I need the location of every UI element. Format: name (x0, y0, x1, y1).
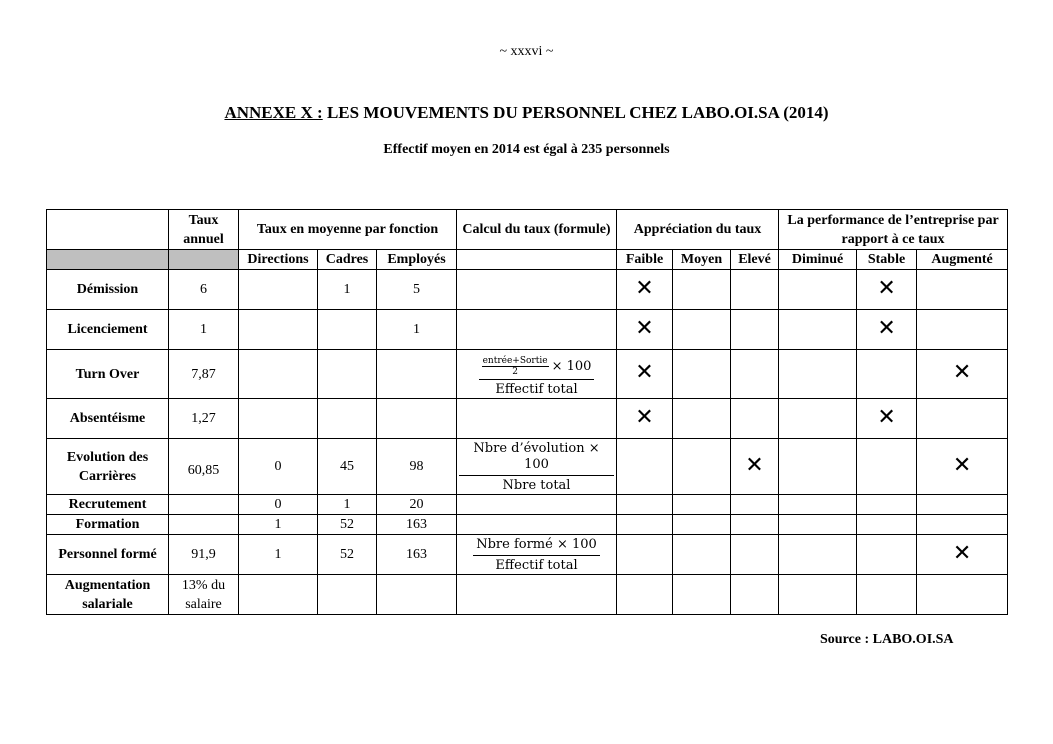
cell-taux-annuel (169, 515, 239, 535)
header-empty (47, 210, 169, 250)
cell-moyen (673, 575, 731, 615)
table-body (47, 270, 1008, 615)
cell-augmente (917, 439, 1008, 495)
cell-cadres (318, 575, 377, 615)
cell-stable (857, 495, 917, 515)
cell-eleve (731, 270, 779, 310)
cross-mark-icon: ✕ (635, 360, 654, 385)
formula-subfraction (482, 356, 549, 377)
cell-directions: 0 (239, 439, 318, 495)
cell-directions: 1 (239, 515, 318, 535)
cell-employes (377, 575, 457, 615)
cell-directions: 0 (239, 495, 318, 515)
cross-mark-icon: ✕ (745, 452, 764, 478)
cell-moyen (673, 270, 731, 310)
cell-diminue (779, 495, 857, 515)
cell-formula (457, 399, 617, 439)
cell-directions (239, 350, 318, 399)
cell-stable (857, 575, 917, 615)
cell-stable (857, 270, 917, 310)
cell-faible (617, 350, 673, 399)
cell-eleve (731, 575, 779, 615)
cell-directions (239, 399, 318, 439)
cell-faible (617, 535, 673, 575)
cell-diminue (779, 575, 857, 615)
formula-numerator (479, 356, 595, 380)
cell-employes: 5 (377, 270, 457, 310)
cell-augmente (917, 535, 1008, 575)
header-diminue: Diminué (779, 250, 857, 270)
row-label: Augmentation salariale (47, 575, 169, 615)
cell-taux-annuel: 6 (169, 270, 239, 310)
cell-directions (239, 270, 318, 310)
cell-eleve (731, 515, 779, 535)
cell-cadres (318, 310, 377, 350)
cell-directions: 1 (239, 535, 318, 575)
formula-numerator: Nbre d’évolution × 100 (459, 441, 614, 476)
formula-denominator: Effectif total (495, 558, 578, 573)
cell-formula (457, 439, 617, 495)
header-row-1 (47, 210, 1008, 250)
source-note: Source : LABO.OI.SA (820, 632, 954, 647)
personnel-movements-table (46, 209, 1008, 615)
cell-formula (457, 495, 617, 515)
header-eleve: Elevé (731, 250, 779, 270)
header-performance: La performance de l’entreprise par rapport à ce taux (779, 210, 1008, 250)
cell-augmente (917, 515, 1008, 535)
cell-cadres: 52 (318, 535, 377, 575)
cell-augmente (917, 270, 1008, 310)
cell-taux-annuel: 7,87 (169, 350, 239, 399)
cell-augmente (917, 350, 1008, 399)
header-stable: Stable (857, 250, 917, 270)
cell-cadres: 1 (318, 495, 377, 515)
cell-formula (457, 270, 617, 310)
header-shaded-cell (47, 250, 169, 270)
header-taux-annuel: Taux annuel (169, 210, 239, 250)
cell-faible (617, 515, 673, 535)
cell-employes: 163 (377, 515, 457, 535)
cell-formula (457, 515, 617, 535)
row-label: Personnel formé (47, 535, 169, 575)
page-number: ~ xxxvi ~ (499, 44, 554, 59)
header-empty-calcul (457, 250, 617, 270)
cross-mark-icon: ✕ (635, 315, 654, 341)
cell-eleve (731, 535, 779, 575)
table-row (47, 575, 1008, 615)
cell-faible (617, 270, 673, 310)
table-row (47, 535, 1008, 575)
row-label: Formation (47, 515, 169, 535)
cross-mark-icon: ✕ (952, 360, 972, 385)
formula-multiplier: × 100 (551, 358, 592, 374)
cell-eleve (731, 310, 779, 350)
cell-formula (457, 310, 617, 350)
page-title (0, 103, 1053, 123)
cross-mark-icon: ✕ (635, 275, 654, 301)
cell-employes: 163 (377, 535, 457, 575)
cell-stable (857, 439, 917, 495)
cell-stable (857, 399, 917, 439)
formula-fraction (473, 537, 600, 574)
cell-moyen (673, 310, 731, 350)
header-faible: Faible (617, 250, 673, 270)
cell-eleve (731, 439, 779, 495)
cell-eleve (731, 399, 779, 439)
cell-diminue (779, 399, 857, 439)
cell-formula (457, 535, 617, 575)
header-cadres: Cadres (318, 250, 377, 270)
cell-cadres: 52 (318, 515, 377, 535)
header-moyen: Moyen (673, 250, 731, 270)
cell-eleve (731, 495, 779, 515)
table-row (47, 515, 1008, 535)
table-row (47, 439, 1008, 495)
row-label: Démission (47, 270, 169, 310)
cell-moyen (673, 535, 731, 575)
formula-denominator: Nbre total (502, 478, 571, 493)
cell-faible (617, 310, 673, 350)
cell-taux-annuel: 1 (169, 310, 239, 350)
cell-cadres (318, 350, 377, 399)
cell-faible (617, 495, 673, 515)
formula-denominator: Effectif total (495, 382, 578, 397)
cross-mark-icon: ✕ (877, 275, 896, 301)
cell-directions (239, 310, 318, 350)
cell-moyen (673, 515, 731, 535)
cell-cadres: 45 (318, 439, 377, 495)
cell-augmente (917, 495, 1008, 515)
row-label: Licenciement (47, 310, 169, 350)
header-employes: Employés (377, 250, 457, 270)
table-row (47, 495, 1008, 515)
cell-stable (857, 535, 917, 575)
title-prefix: ANNEXE X : (224, 103, 323, 122)
cell-taux-annuel: 60,85 (169, 439, 239, 495)
cell-diminue (779, 515, 857, 535)
cell-moyen (673, 495, 731, 515)
table-row (47, 399, 1008, 439)
cell-faible (617, 439, 673, 495)
header-row-2 (47, 250, 1008, 270)
table-row (47, 310, 1008, 350)
cell-diminue (779, 350, 857, 399)
header-appreciation: Appréciation du taux (617, 210, 779, 250)
cell-taux-annuel (169, 495, 239, 515)
formula-fraction (479, 356, 595, 398)
subfraction-denominator: 2 (512, 367, 518, 377)
cell-faible (617, 575, 673, 615)
header-taux-fonction: Taux en moyenne par fonction (239, 210, 457, 250)
cell-taux-annuel: 1,27 (169, 399, 239, 439)
cell-employes (377, 350, 457, 399)
table-row (47, 350, 1008, 399)
cross-mark-icon: ✕ (952, 452, 972, 478)
cell-augmente (917, 310, 1008, 350)
cell-stable (857, 350, 917, 399)
title-text: LES MOUVEMENTS DU PERSONNEL CHEZ LABO.OI.SA (2014) (322, 103, 829, 122)
table-row (47, 270, 1008, 310)
page-subtitle: Effectif moyen en 2014 est égal à 235 personnels (383, 142, 670, 157)
cell-diminue (779, 535, 857, 575)
cell-cadres (318, 399, 377, 439)
cross-mark-icon: ✕ (877, 404, 896, 430)
formula-numerator: Nbre formé × 100 (473, 537, 600, 556)
cross-mark-icon: ✕ (635, 404, 654, 430)
cell-formula (457, 350, 617, 399)
cell-faible (617, 399, 673, 439)
row-label: Recrutement (47, 495, 169, 515)
cell-employes (377, 399, 457, 439)
cell-formula (457, 575, 617, 615)
cell-employes: 20 (377, 495, 457, 515)
cell-augmente (917, 399, 1008, 439)
row-label: Absentéisme (47, 399, 169, 439)
cell-taux-annuel: 91,9 (169, 535, 239, 575)
header-calcul: Calcul du taux (formule) (457, 210, 617, 250)
cell-diminue (779, 439, 857, 495)
cell-employes: 1 (377, 310, 457, 350)
row-label: Turn Over (47, 350, 169, 399)
cell-directions (239, 575, 318, 615)
formula-fraction (459, 441, 614, 494)
cell-eleve (731, 350, 779, 399)
cell-diminue (779, 270, 857, 310)
cell-moyen (673, 399, 731, 439)
cell-moyen (673, 350, 731, 399)
header-directions: Directions (239, 250, 318, 270)
cell-moyen (673, 439, 731, 495)
cell-employes: 98 (377, 439, 457, 495)
cell-cadres: 1 (318, 270, 377, 310)
subfraction-numerator: entrée+Sortie (482, 356, 548, 366)
row-label: Evolution des Carrières (47, 439, 169, 495)
cell-stable (857, 515, 917, 535)
cell-taux-annuel: 13% du salaire (169, 575, 239, 615)
header-shaded-cell (169, 250, 239, 270)
cell-augmente (917, 575, 1008, 615)
cross-mark-icon: ✕ (877, 315, 896, 341)
cross-mark-icon: ✕ (952, 540, 972, 566)
cell-diminue (779, 310, 857, 350)
cell-stable (857, 310, 917, 350)
header-augmente: Augmenté (917, 250, 1008, 270)
